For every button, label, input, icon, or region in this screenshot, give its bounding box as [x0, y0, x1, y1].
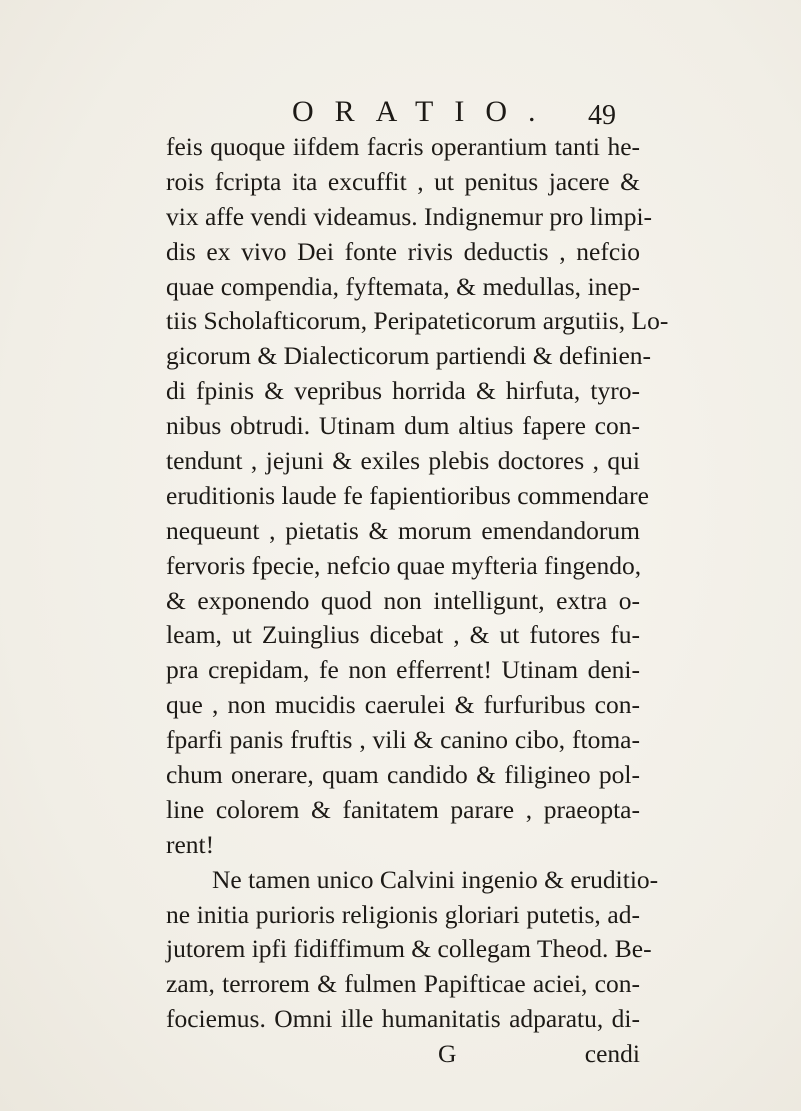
page-number: 49 [588, 100, 616, 131]
catchword: cendi [584, 1039, 640, 1069]
text-line: leam, ut Zuinglius dicebat , & ut futores fu- [166, 620, 640, 650]
text-line: dis ex vivo Dei fonte rivis deductis , nefcio [166, 236, 640, 266]
text-line: vix affe vendi videamus. Indignemur pro limpi- [166, 201, 653, 231]
body-text [166, 130, 669, 1072]
text-line: nibus obtrudi. Utinam dum altius fapere con- [166, 411, 640, 441]
text-line: di fpinis & vepribus horrida & hirfuta, tyro- [166, 376, 640, 406]
text-line: que , non mucidis caerulei & furfuribus con- [166, 690, 640, 720]
running-head [0, 92, 801, 132]
text-line: rois fcripta ita excuffit , ut penitus jacere & [166, 166, 640, 196]
text-line: rent! [166, 829, 215, 859]
text-line: eruditionis laude fe fapientioribus commendare [166, 480, 649, 510]
text-line: jutorem ipfi fidiffimum & collegam Theod. Be- [166, 934, 652, 964]
text-line: feis quoque iifdem facris operantium tanti he- [166, 132, 640, 161]
text-line: gicorum & Dialecticorum partiendi & definien- [166, 341, 652, 371]
text-line: quae compendia, fyftemata, & medullas, inep- [166, 271, 640, 301]
text-line: chum onerare, quam candido & filigineo pol- [166, 760, 640, 790]
text-line: ne initia purioris religionis gloriari putetis, ad- [166, 899, 640, 929]
text-line: & exponendo quod non intelligunt, extra o- [166, 585, 640, 615]
text-line: fervoris fpecie, nefcio quae myfteria fingendo, [166, 550, 642, 580]
text-line: nequeunt , pietatis & morum emendandorum [166, 515, 640, 545]
text-line: fociemus. Omni ille humanitatis adparatu, di- [166, 1004, 640, 1034]
footer-line [166, 1037, 640, 1072]
text-line: tiis Scholafticorum, Peripateticorum argutiis, Lo- [166, 306, 669, 336]
text-line: line colorem & fanitatem parare , praeopta- [166, 794, 640, 824]
text-line: pra crepidam, fe non efferrent! Utinam deni- [166, 655, 640, 685]
text-line: fparfi panis fruftis , vili & canino cibo, ftoma- [166, 725, 640, 755]
signature-mark: G [438, 1039, 457, 1069]
text-line: zam, terrorem & fulmen Papifticae aciei, con- [166, 969, 640, 999]
paragraph-start-line: Ne tamen unico Calvini ingenio & eruditio- [212, 864, 659, 894]
running-title: ORATIO. [292, 95, 557, 128]
text-line: tendunt , jejuni & exiles plebis doctores , qui [166, 446, 640, 476]
